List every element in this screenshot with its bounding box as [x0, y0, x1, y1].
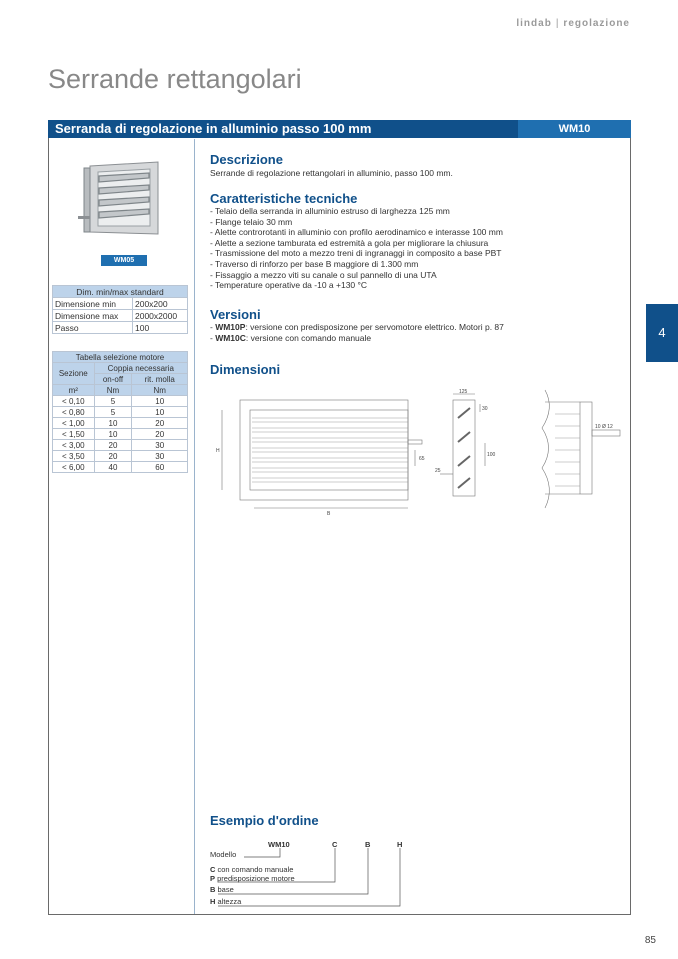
- col-onoff: on-off: [94, 374, 132, 385]
- esempio-heading: Esempio d'ordine: [210, 813, 319, 828]
- order-letter-b: B: [365, 840, 371, 849]
- product-badge: WM05: [101, 255, 147, 266]
- dimensions-table-header: Dim. min/max standard: [53, 286, 188, 298]
- order-text: base: [215, 885, 234, 894]
- section-name: regolazione: [563, 18, 630, 29]
- table-cell: < 0,80: [53, 407, 95, 418]
- col-sezione: Sezione: [53, 363, 95, 385]
- table-row: [53, 396, 188, 407]
- order-text: con comando manuale: [215, 865, 294, 874]
- damper-product-image: [78, 160, 166, 240]
- chapter-tab[interactable]: 4: [646, 304, 678, 362]
- version-code: WM10C: [215, 332, 246, 343]
- table-cell: 60: [132, 462, 188, 473]
- table-cell: Dimensione min: [53, 298, 133, 310]
- table-cell: < 3,50: [53, 451, 95, 462]
- table-cell: 5: [94, 407, 132, 418]
- page-title: Serrande rettangolari: [48, 64, 302, 94]
- table-cell: 2000x2000: [133, 310, 188, 322]
- dimensioni-heading: Dimensioni: [210, 362, 281, 377]
- list-item: - Traverso di rinforzo per base B maggiore di 1.300 mm: [210, 258, 419, 269]
- versioni-heading: Versioni: [210, 307, 261, 322]
- list-item: - Temperature operative da -10 a +130 °C: [210, 280, 368, 291]
- table-cell: 30: [132, 440, 188, 451]
- table-cell: 5: [94, 396, 132, 407]
- table-row: [53, 429, 188, 440]
- page-number: 85: [644, 935, 656, 946]
- table-cell: < 3,00: [53, 440, 95, 451]
- list-item: - WM10C: versione con comando manuale: [210, 332, 372, 343]
- caratteristiche-heading: Caratteristiche tecniche: [210, 191, 358, 206]
- list-item: - Alette a sezione tamburata ed estremità a gola per migliorare la chiusura: [210, 237, 489, 248]
- header-brand: [516, 18, 630, 29]
- order-modello: Modello: [210, 850, 237, 859]
- motor-selection-table: [52, 351, 188, 473]
- table-cell: 20: [132, 429, 188, 440]
- table-cell: 20: [94, 440, 132, 451]
- label-h: H: [216, 448, 220, 454]
- table-row: [53, 322, 188, 334]
- col-molla: rit. molla: [132, 374, 188, 385]
- order-code: WM10: [268, 840, 290, 849]
- order-line: [210, 885, 234, 894]
- dimension-drawing: [210, 388, 625, 523]
- label-b: B: [327, 511, 331, 517]
- order-text: predisposizione motore: [215, 874, 295, 883]
- table-row: [53, 451, 188, 462]
- table-cell: 10: [132, 396, 188, 407]
- descrizione-heading: Descrizione: [210, 152, 283, 167]
- table-row: [53, 298, 188, 310]
- table-cell: Dimensione max: [53, 310, 133, 322]
- descrizione-line: Serrande di regolazione rettangolari in alluminio, passo 100 mm.: [210, 168, 453, 178]
- product-title: Serranda di regolazione in alluminio passo 100 mm: [55, 121, 372, 136]
- order-text: altezza: [215, 897, 242, 906]
- list-item: - Fissaggio a mezzo viti su canale o sul pannello di una UTA: [210, 269, 437, 280]
- list-item: - Alette controrotanti in alluminio con profilo aerodinamico e interasse 100 mm: [210, 227, 503, 238]
- version-code: WM10P: [215, 322, 246, 332]
- version-text: : versione con comando manuale: [245, 332, 372, 343]
- table-cell: 10: [94, 429, 132, 440]
- label-30: 30: [482, 406, 488, 412]
- order-line: [210, 897, 241, 906]
- order-key: P: [210, 874, 216, 883]
- table-row: [53, 407, 188, 418]
- table-cell: 20: [132, 418, 188, 429]
- descrizione-text: [210, 168, 453, 179]
- table-cell: < 1,00: [53, 418, 95, 429]
- order-line: [210, 874, 295, 883]
- versioni-list: [210, 322, 504, 343]
- table-row: [53, 462, 188, 473]
- dimensions-table: [52, 285, 188, 334]
- list-item: - Trasmissione del moto a mezzo treni di ingranaggi in composito a base PBT: [210, 248, 502, 259]
- table-cell: 100: [133, 322, 188, 334]
- unit-molla: Nm: [132, 385, 188, 396]
- table-cell: 30: [132, 451, 188, 462]
- label-shaft: 10 Ø 12: [595, 424, 613, 430]
- col-coppia: Coppia necessaria: [94, 363, 187, 374]
- order-letter-h: H: [397, 840, 403, 849]
- unit-sezione: m²: [53, 385, 95, 396]
- list-item: - Telaio della serranda in alluminio estruso di larghezza 125 mm: [210, 206, 450, 216]
- order-letter-c: C: [332, 840, 338, 849]
- label-25: 25: [435, 468, 441, 474]
- table-cell: Passo: [53, 322, 133, 334]
- order-example: [208, 838, 408, 908]
- table-row: [53, 440, 188, 451]
- order-key: C: [210, 865, 216, 874]
- table-cell: < 0,10: [53, 396, 95, 407]
- product-title-bar: [48, 120, 631, 138]
- table-cell: 10: [94, 418, 132, 429]
- table-cell: 10: [132, 407, 188, 418]
- motor-table-title: Tabella selezione motore: [53, 352, 188, 363]
- label-65: 65: [419, 456, 425, 462]
- label-125: 125: [459, 389, 468, 395]
- table-row: [53, 418, 188, 429]
- product-code: WM10: [518, 120, 631, 138]
- list-item: - WM10P: versione con predisposizone per servomotore elettrico. Motori p. 87: [210, 322, 504, 332]
- table-cell: 20: [94, 451, 132, 462]
- order-key: B: [210, 885, 216, 894]
- label-100: 100: [487, 452, 496, 458]
- order-key: H: [210, 897, 216, 906]
- caratteristiche-list: [210, 206, 503, 291]
- table-cell: 200x200: [133, 298, 188, 310]
- unit-onoff: Nm: [94, 385, 132, 396]
- table-cell: < 1,50: [53, 429, 95, 440]
- list-item: - Flange telaio 30 mm: [210, 216, 293, 227]
- column-divider: [194, 139, 195, 914]
- order-line: [210, 865, 293, 874]
- brand-separator: |: [555, 18, 560, 29]
- table-cell: 40: [94, 462, 132, 473]
- table-cell: < 6,00: [53, 462, 95, 473]
- table-row: [53, 310, 188, 322]
- brand-name: lindab: [516, 18, 552, 29]
- version-text: : versione con predisposizone per servomotore elettrico. Motori p. 87: [245, 322, 504, 332]
